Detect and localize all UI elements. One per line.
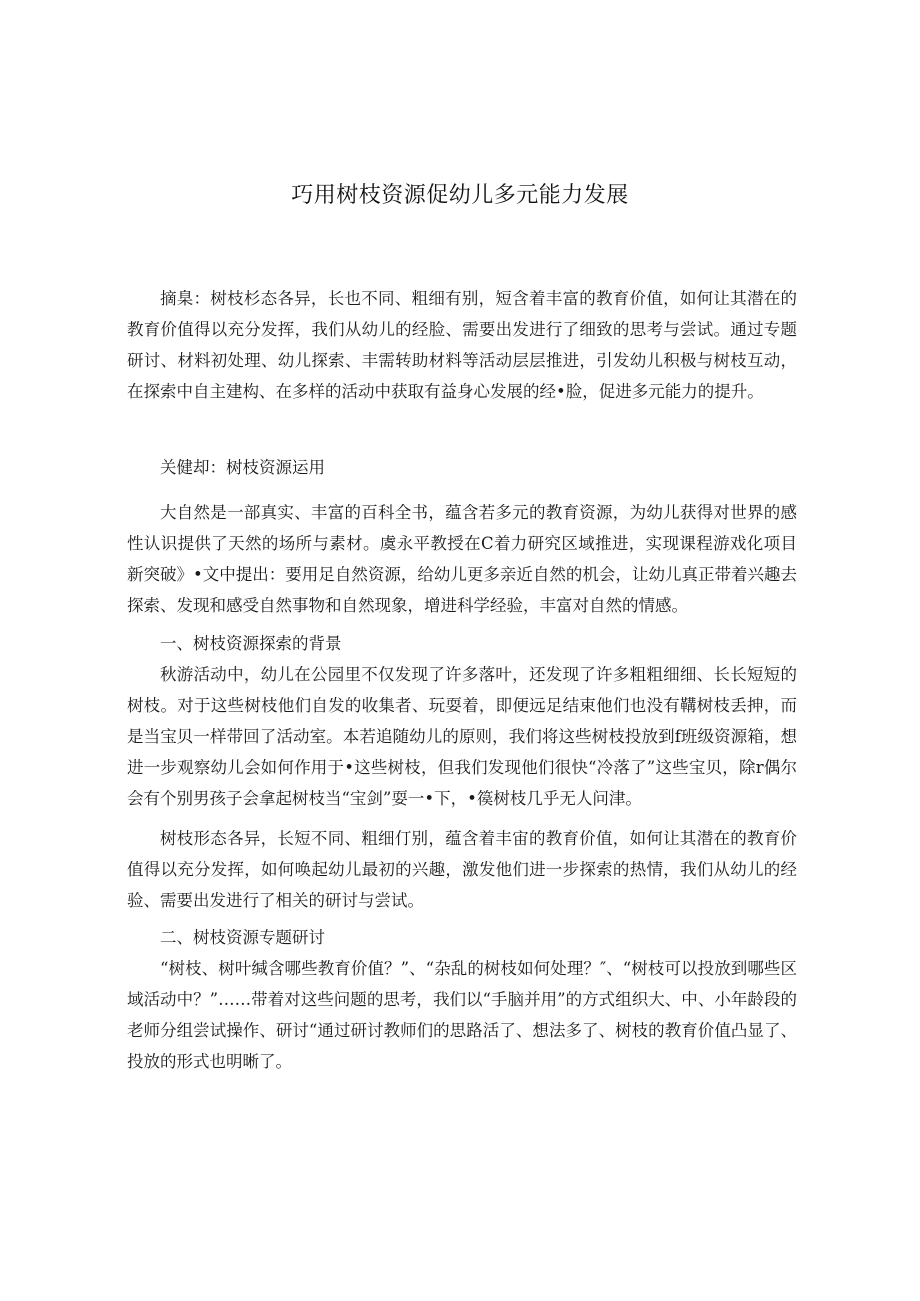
intro-paragraph: 大自然是一部真实、丰富的百科全书，蕴含若多元的教育资源，为幼儿获得对世界的感性认识提供了天然的场所与素材。虞永平教授在C着力研究区域推进，实现课程游戏化项目新突破》•文中提出：要用足自然资源，给幼儿更多亲近自然的机会，让幼儿真正带着兴趣去探索、发现和感受自然事物和自然现象，增进科学经验，丰富对自然的情感。 [127,503,797,615]
keywords-line: 关健却：树枝资源运用 [160,458,325,477]
background-paragraph-2: 树枝形态各异，长短不同、粗细仃别，蕴含着丰宙的教育价值，如何让其潜在的教育价值得以充分发挥，如何唤起幼儿最初的兴趣，激发他们进一步探索的热情，我们从幼儿的经验、需要出发进行了相关的研讨与尝试。 [127,829,797,910]
abstract-paragraph: 摘臬：树枝杉态各异，长也不同、粗细有别，短含着丰富的教育价值，如何让其潜在的教育价值得以充分发挥，我们从幼儿的经脸、需要出发进行了细致的思考与尝试。通过专题研讨、材料初处理、幼儿探索、丰需转助材料等活动层层推进，引发幼儿积极与树枝互动，在探索中自主建构、在多样的活动中获取有益身心发展的经•脸，促进多元能力的提升。 [127,289,797,401]
section-heading-1: 一、树枝资源探索的背景 [160,634,342,653]
background-paragraph-1: 秋游活动中，幼儿在公园里不仅发现了许多落叶，还发现了许多粗粗细细、长长短短的树枝。对于这些树枝他们自发的收集者、玩耍着，即便远足结束他们也没有鞲树枝丢抻，而是当宝贝一样带回了活动室。本若追随幼儿的原则，我们将这些树枝投放到f班级资源箱，想进一步观察幼儿会如何作用于•这些树枝，但我们发现他们很快“冷落了”这些宝贝，除r偶尔会有个别男孩子会拿起树枝当“宝剑”耍一•下，•篌树枝几乎无人问津。 [127,665,797,808]
section-heading-2: 二、树枝资源专题研讨 [160,928,325,947]
seminar-paragraph: “树枝、树叶缄含哪些教育价值？”、“杂乱的树枝如何处理？″、“树枝可以投放到哪些区域活动中？”……带着对这些问题的思考，我们以“手脑并用”的方式组织大、中、小年龄段的老师分组尝试操作、研讨“通过研讨教师们的思路活了、想法多了、树枝的教育价值凸显了、投放的形式也明晰了。 [127,959,797,1071]
page-title: 巧用树枝资源促幼儿多元能力发展 [291,183,629,208]
